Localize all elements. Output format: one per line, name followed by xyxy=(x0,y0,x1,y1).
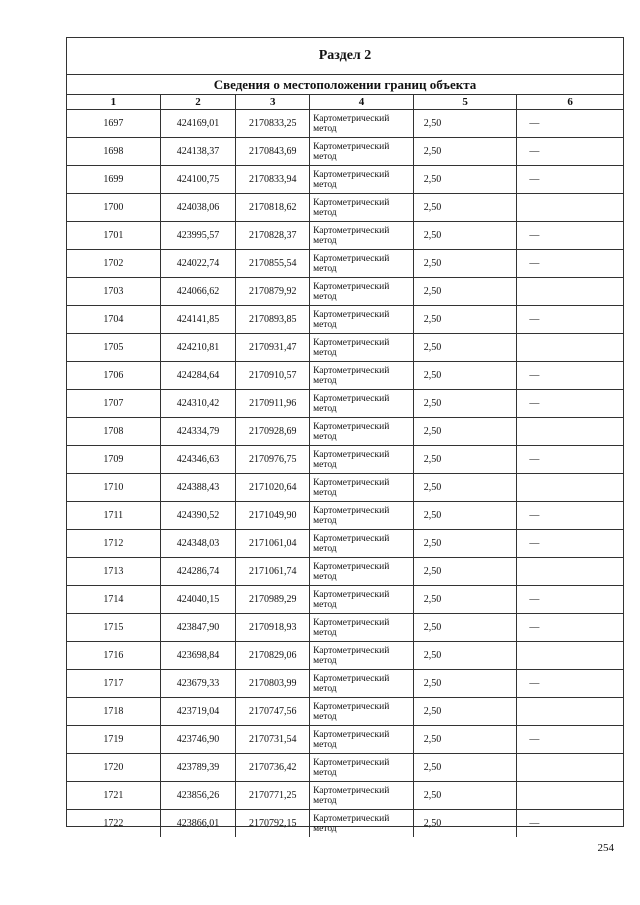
cell-method: Картометрический метод xyxy=(310,194,414,221)
table-row xyxy=(67,250,623,278)
cell-method: Картометрический метод xyxy=(310,670,414,697)
table-row xyxy=(67,586,623,614)
cell-accuracy: 2,50 xyxy=(414,670,518,697)
cell-note: — xyxy=(529,370,540,381)
cell-coord-y: 2170989,29 xyxy=(236,586,310,613)
cell-coord-x: 424100,75 xyxy=(161,166,237,193)
cell-accuracy: 2,50 xyxy=(414,362,518,389)
cell-accuracy: 2,50 xyxy=(414,502,518,529)
cell-coord-y: 2170855,54 xyxy=(236,250,310,277)
column-header: 2 xyxy=(161,95,237,109)
cell-point-number: 1711 xyxy=(67,502,161,529)
cell-point-number: 1701 xyxy=(67,222,161,249)
cell-coord-y: 2170879,92 xyxy=(236,278,310,305)
cell-note xyxy=(517,194,623,221)
cell-coord-x: 424138,37 xyxy=(161,138,237,165)
cell-accuracy: 2,50 xyxy=(414,166,518,193)
cell-point-number: 1715 xyxy=(67,614,161,641)
cell-coord-x: 423679,33 xyxy=(161,670,237,697)
table-row xyxy=(67,362,623,390)
table-row xyxy=(67,334,623,362)
cell-coord-x: 424348,03 xyxy=(161,530,237,557)
cell-coord-y: 2170928,69 xyxy=(236,418,310,445)
cell-method: Картометрический метод xyxy=(310,110,414,137)
cell-accuracy: 2,50 xyxy=(414,726,518,753)
cell-method: Картометрический метод xyxy=(310,586,414,613)
cell-note xyxy=(517,474,623,501)
cell-method: Картометрический метод xyxy=(310,446,414,473)
table-row xyxy=(67,614,623,642)
table-row xyxy=(67,670,623,698)
section-subtitle: Сведения о местоположении границ объекта xyxy=(67,75,623,95)
table-row xyxy=(67,306,623,334)
cell-note: — xyxy=(529,230,540,241)
cell-coord-y: 2170736,42 xyxy=(236,754,310,781)
cell-method: Картометрический метод xyxy=(310,138,414,165)
cell-method: Картометрический метод xyxy=(310,726,414,753)
cell-coord-y: 2170910,57 xyxy=(236,362,310,389)
cell-accuracy: 2,50 xyxy=(414,138,518,165)
cell-accuracy: 2,50 xyxy=(414,194,518,221)
cell-coord-y: 2170803,99 xyxy=(236,670,310,697)
cell-coord-x: 423856,26 xyxy=(161,782,237,809)
cell-accuracy: 2,50 xyxy=(414,334,518,361)
cell-note: — xyxy=(529,146,540,157)
cell-note: — xyxy=(529,622,540,633)
cell-point-number: 1706 xyxy=(67,362,161,389)
cell-note: — xyxy=(529,734,540,745)
cell-method: Картометрический метод xyxy=(310,530,414,557)
cell-note xyxy=(517,754,623,781)
cell-coord-y: 2170731,54 xyxy=(236,726,310,753)
cell-coord-y: 2170771,25 xyxy=(236,782,310,809)
cell-method: Картометрический метод xyxy=(310,474,414,501)
cell-point-number: 1702 xyxy=(67,250,161,277)
cell-coord-x: 423698,84 xyxy=(161,642,237,669)
cell-point-number: 1698 xyxy=(67,138,161,165)
cell-coord-x: 424284,64 xyxy=(161,362,237,389)
table-row xyxy=(67,278,623,306)
cell-coord-x: 423995,57 xyxy=(161,222,237,249)
cell-point-number: 1719 xyxy=(67,726,161,753)
cell-note xyxy=(517,698,623,725)
cell-accuracy: 2,50 xyxy=(414,222,518,249)
cell-point-number: 1705 xyxy=(67,334,161,361)
cell-note: — xyxy=(529,174,540,185)
cell-coord-x: 423789,39 xyxy=(161,754,237,781)
cell-accuracy: 2,50 xyxy=(414,810,518,837)
table-row xyxy=(67,782,623,810)
cell-point-number: 1717 xyxy=(67,670,161,697)
cell-coord-x: 423847,90 xyxy=(161,614,237,641)
document-frame xyxy=(66,37,624,834)
cell-accuracy: 2,50 xyxy=(414,250,518,277)
cell-point-number: 1721 xyxy=(67,782,161,809)
cell-accuracy: 2,50 xyxy=(414,530,518,557)
cell-coord-x: 424141,85 xyxy=(161,306,237,333)
cell-note: — xyxy=(529,454,540,465)
table-row xyxy=(67,642,623,670)
cell-coord-x: 424040,15 xyxy=(161,586,237,613)
table-row xyxy=(67,698,623,726)
cell-coord-y: 2171061,04 xyxy=(236,530,310,557)
cell-method: Картометрический метод xyxy=(310,558,414,585)
cell-accuracy: 2,50 xyxy=(414,782,518,809)
cell-note xyxy=(517,334,623,361)
cell-point-number: 1718 xyxy=(67,698,161,725)
column-header: 1 xyxy=(67,95,161,109)
cell-method: Картометрический метод xyxy=(310,222,414,249)
cell-point-number: 1704 xyxy=(67,306,161,333)
cell-coord-x: 424388,43 xyxy=(161,474,237,501)
cell-note: — xyxy=(529,258,540,269)
cell-method: Картометрический метод xyxy=(310,642,414,669)
cell-point-number: 1707 xyxy=(67,390,161,417)
cell-accuracy: 2,50 xyxy=(414,418,518,445)
cell-point-number: 1708 xyxy=(67,418,161,445)
cell-coord-x: 424210,81 xyxy=(161,334,237,361)
cell-point-number: 1703 xyxy=(67,278,161,305)
cell-coord-x: 424390,52 xyxy=(161,502,237,529)
table-row xyxy=(67,530,623,558)
cell-method: Картометрический метод xyxy=(310,698,414,725)
table-row xyxy=(67,446,623,474)
cell-coord-x: 424038,06 xyxy=(161,194,237,221)
column-header: 6 xyxy=(567,96,573,108)
cell-coord-y: 2170893,85 xyxy=(236,306,310,333)
cell-note: — xyxy=(529,818,540,829)
cell-note: — xyxy=(529,398,540,409)
cell-coord-y: 2171061,74 xyxy=(236,558,310,585)
cell-note: — xyxy=(529,594,540,605)
cell-note xyxy=(517,642,623,669)
cell-method: Картометрический метод xyxy=(310,362,414,389)
cell-point-number: 1722 xyxy=(67,810,161,837)
cell-note: — xyxy=(529,314,540,325)
cell-coord-x: 424346,63 xyxy=(161,446,237,473)
cell-coord-y: 2170931,47 xyxy=(236,334,310,361)
table-row xyxy=(67,754,623,782)
cell-note: — xyxy=(529,118,540,129)
table-row xyxy=(67,558,623,586)
cell-accuracy: 2,50 xyxy=(414,586,518,613)
cell-coord-y: 2171049,90 xyxy=(236,502,310,529)
cell-method: Картометрический метод xyxy=(310,166,414,193)
cell-point-number: 1697 xyxy=(67,110,161,137)
cell-point-number: 1720 xyxy=(67,754,161,781)
cell-coord-y: 2170829,06 xyxy=(236,642,310,669)
cell-point-number: 1712 xyxy=(67,530,161,557)
cell-point-number: 1699 xyxy=(67,166,161,193)
cell-method: Картометрический метод xyxy=(310,502,414,529)
cell-coord-y: 2170747,56 xyxy=(236,698,310,725)
cell-accuracy: 2,50 xyxy=(414,390,518,417)
cell-note: — xyxy=(529,678,540,689)
table-row xyxy=(67,222,623,250)
column-header: 4 xyxy=(310,95,414,109)
cell-coord-y: 2170843,69 xyxy=(236,138,310,165)
table-row xyxy=(67,390,623,418)
cell-coord-y: 2170976,75 xyxy=(236,446,310,473)
cell-point-number: 1710 xyxy=(67,474,161,501)
cell-coord-y: 2170818,62 xyxy=(236,194,310,221)
cell-coord-y: 2170828,37 xyxy=(236,222,310,249)
cell-point-number: 1700 xyxy=(67,194,161,221)
cell-coord-x: 424066,62 xyxy=(161,278,237,305)
cell-accuracy: 2,50 xyxy=(414,474,518,501)
cell-coord-y: 2171020,64 xyxy=(236,474,310,501)
cell-coord-y: 2170833,94 xyxy=(236,166,310,193)
cell-method: Картометрический метод xyxy=(310,418,414,445)
cell-accuracy: 2,50 xyxy=(414,698,518,725)
cell-coord-x: 424169,01 xyxy=(161,110,237,137)
cell-coord-x: 423866,01 xyxy=(161,810,237,837)
cell-accuracy: 2,50 xyxy=(414,614,518,641)
cell-note: — xyxy=(529,538,540,549)
cell-method: Картометрический метод xyxy=(310,614,414,641)
cell-accuracy: 2,50 xyxy=(414,306,518,333)
cell-method: Картометрический метод xyxy=(310,754,414,781)
page-number: 254 xyxy=(597,842,614,854)
column-header: 3 xyxy=(236,95,310,109)
table-body xyxy=(67,110,623,837)
cell-accuracy: 2,50 xyxy=(414,754,518,781)
cell-method: Картометрический метод xyxy=(310,250,414,277)
cell-accuracy: 2,50 xyxy=(414,642,518,669)
cell-method: Картометрический метод xyxy=(310,278,414,305)
column-header: 5 xyxy=(414,95,518,109)
cell-note xyxy=(517,418,623,445)
cell-note: — xyxy=(529,510,540,521)
table-row xyxy=(67,726,623,754)
cell-coord-x: 424022,74 xyxy=(161,250,237,277)
cell-point-number: 1713 xyxy=(67,558,161,585)
cell-coord-x: 424310,42 xyxy=(161,390,237,417)
column-header-row xyxy=(67,95,623,110)
table-row xyxy=(67,166,623,194)
table-row xyxy=(67,810,623,837)
cell-method: Картометрический метод xyxy=(310,782,414,809)
table-row xyxy=(67,138,623,166)
cell-coord-x: 424334,79 xyxy=(161,418,237,445)
cell-method: Картометрический метод xyxy=(310,306,414,333)
table-row xyxy=(67,194,623,222)
cell-coord-x: 424286,74 xyxy=(161,558,237,585)
cell-coord-x: 423719,04 xyxy=(161,698,237,725)
cell-method: Картометрический метод xyxy=(310,390,414,417)
cell-coord-y: 2170918,93 xyxy=(236,614,310,641)
cell-accuracy: 2,50 xyxy=(414,558,518,585)
cell-point-number: 1709 xyxy=(67,446,161,473)
table-row xyxy=(67,418,623,446)
cell-point-number: 1714 xyxy=(67,586,161,613)
cell-note xyxy=(517,558,623,585)
cell-accuracy: 2,50 xyxy=(414,446,518,473)
cell-point-number: 1716 xyxy=(67,642,161,669)
table-row xyxy=(67,502,623,530)
cell-note xyxy=(517,278,623,305)
cell-method: Картометрический метод xyxy=(310,810,414,837)
cell-coord-y: 2170833,25 xyxy=(236,110,310,137)
cell-accuracy: 2,50 xyxy=(414,278,518,305)
cell-coord-y: 2170911,96 xyxy=(236,390,310,417)
table-row xyxy=(67,474,623,502)
cell-accuracy: 2,50 xyxy=(414,110,518,137)
cell-method: Картометрический метод xyxy=(310,334,414,361)
table-row xyxy=(67,110,623,138)
cell-coord-y: 2170792,15 xyxy=(236,810,310,837)
section-title: Раздел 2 xyxy=(67,38,623,75)
cell-note xyxy=(517,782,623,809)
cell-coord-x: 423746,90 xyxy=(161,726,237,753)
